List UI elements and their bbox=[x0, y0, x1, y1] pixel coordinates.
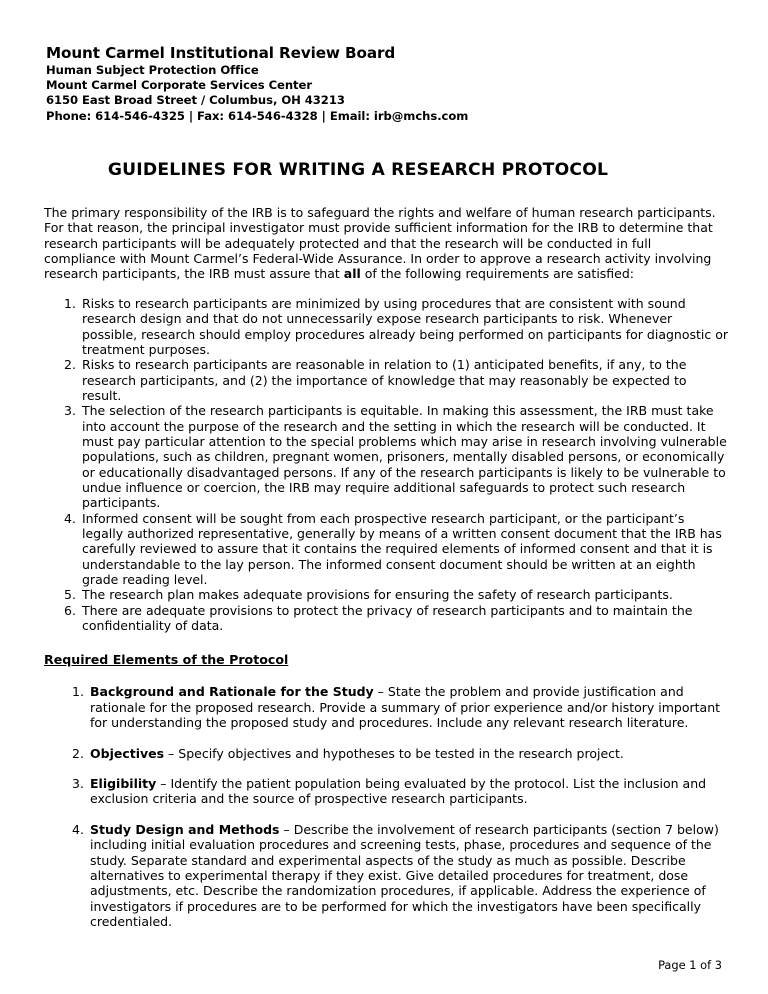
list-item-number: 4. bbox=[72, 821, 84, 837]
section-heading: Required Elements of the Protocol bbox=[44, 652, 289, 668]
list-item-text: Informed consent will be sought from each prospective research participant, or the participant’s legally authorized representative, generally by means of a written consent document that the IRB has carefully reviewed to assure that it contains the required elements of informed consent and that it is understandable to the lay person. The informed consent document should be written at an eighth grade reading level. bbox=[82, 510, 722, 588]
list-item-description: – State the problem and provide justification and rationale for the proposed research. Provide a summary of prior experience and/or history important for understanding the proposed study and procedures. Include any relevant research literature. bbox=[90, 684, 721, 731]
list-item-description: – Describe the involvement of research participants (section 7 below) including initial evaluation procedures and screening tests, phase, procedures and sequence of the study. Separate standard and experimental aspects of the study as much as possible. Describe alternatives to experimental therapy if they exist. Give detailed procedures for treatment, dose adjustments, etc. Describe the randomization procedures, if applicable. Address the experience of investigators if procedures are to be performed for which the investigators have been specifically credentialed. bbox=[90, 821, 719, 930]
protocol-elements-list bbox=[46, 684, 736, 929]
contact-line: Phone: 614-546-4325 | Fax: 614-546-4328 | Email: irb@mchs.com bbox=[46, 108, 469, 123]
list-item-text: The research plan makes adequate provisions for ensuring the safety of research participants. bbox=[82, 587, 673, 603]
list-item bbox=[46, 603, 728, 634]
list-item-number: 2. bbox=[72, 745, 84, 761]
list-item-number: 3. bbox=[64, 403, 76, 419]
letterhead bbox=[46, 44, 722, 124]
office-name: Human Subject Protection Office bbox=[46, 63, 259, 77]
list-item bbox=[46, 776, 736, 807]
list-item-description: – Specify objectives and hypotheses to be tested in the research project. bbox=[164, 745, 624, 761]
address-line: 6150 East Broad Street / Columbus, OH 43213 bbox=[46, 93, 345, 108]
list-item-description: – Identify the patient population being evaluated by the protocol. List the inclusion and exclusion criteria and the source of prospective research participants. bbox=[90, 776, 707, 807]
list-item-number: 1. bbox=[64, 295, 76, 311]
list-item-number: 3. bbox=[72, 776, 84, 792]
page-footer: Page 1 of 3 bbox=[658, 958, 722, 972]
intro-text-before: The primary responsibility of the IRB is to safeguard the rights and welfare of human research participants. For that reason, the principal investigator must provide sufficient information for the IRB to determine that research participants will be adequately protected and that the research will be conducted in full compliance with Mount Carmel’s Federal-Wide Assurance. In order to approve a research activity involving research participants, the IRB must assure that bbox=[44, 204, 716, 282]
list-item-text: The selection of the research participants is equitable. In making this assessment, the IRB must take into account the purpose of the research and the setting in which the research will be conducted. It must pay particular attention to the special problems which may arise in research involving vulnerable populations, such as children, pregnant women, prisoners, mentally disabled persons, or economically or educationally disadvantaged persons. If any of the research participants is likely to be vulnerable to undue influence or coercion, the IRB may require additional safeguards to protect such research participants. bbox=[82, 403, 727, 511]
list-item-number: 1. bbox=[72, 684, 84, 700]
list-item bbox=[46, 511, 728, 588]
list-item-text: There are adequate provisions to protect the privacy of research participants and to maintain the confidentiality of data. bbox=[82, 602, 693, 634]
intro-text-after: of the following requirements are satisfied: bbox=[360, 266, 635, 282]
list-item bbox=[46, 684, 736, 730]
requirements-list bbox=[46, 296, 728, 634]
list-item-term: Eligibility bbox=[90, 776, 157, 792]
list-item-number: 5. bbox=[64, 587, 76, 603]
list-item-term: Background and Rationale for the Study bbox=[90, 684, 374, 700]
list-item-term: Study Design and Methods bbox=[90, 821, 280, 837]
list-item-number: 6. bbox=[64, 602, 76, 618]
intro-emphasis-all: all bbox=[343, 266, 361, 282]
list-item bbox=[46, 822, 736, 930]
list-item-number: 4. bbox=[64, 510, 76, 526]
list-item bbox=[46, 357, 728, 403]
list-item-text: Risks to research participants are reasonable in relation to (1) anticipated benefits, if any, to the research participants, and (2) the importance of knowledge that may reasonably be expected to result. bbox=[82, 357, 687, 403]
list-item-number: 2. bbox=[64, 357, 76, 373]
list-item-text: Risks to research participants are minimized by using procedures that are consistent with sound research design and that do not unnecessarily expose research participants to risk. Whenever possible, research should employ procedures already being performed on participants for diagnostic or treatment purposes. bbox=[82, 295, 729, 357]
list-item bbox=[46, 587, 728, 602]
intro-paragraph bbox=[44, 205, 722, 282]
center-name: Mount Carmel Corporate Services Center bbox=[46, 78, 313, 93]
list-item bbox=[46, 296, 728, 357]
page-title: GUIDELINES FOR WRITING A RESEARCH PROTOCOL bbox=[107, 159, 609, 180]
section-heading-wrapper bbox=[46, 633, 722, 668]
list-item-term: Objectives bbox=[90, 745, 165, 761]
list-item bbox=[46, 746, 736, 761]
list-item bbox=[46, 403, 728, 510]
organization-name: Mount Carmel Institutional Review Board bbox=[46, 44, 396, 62]
